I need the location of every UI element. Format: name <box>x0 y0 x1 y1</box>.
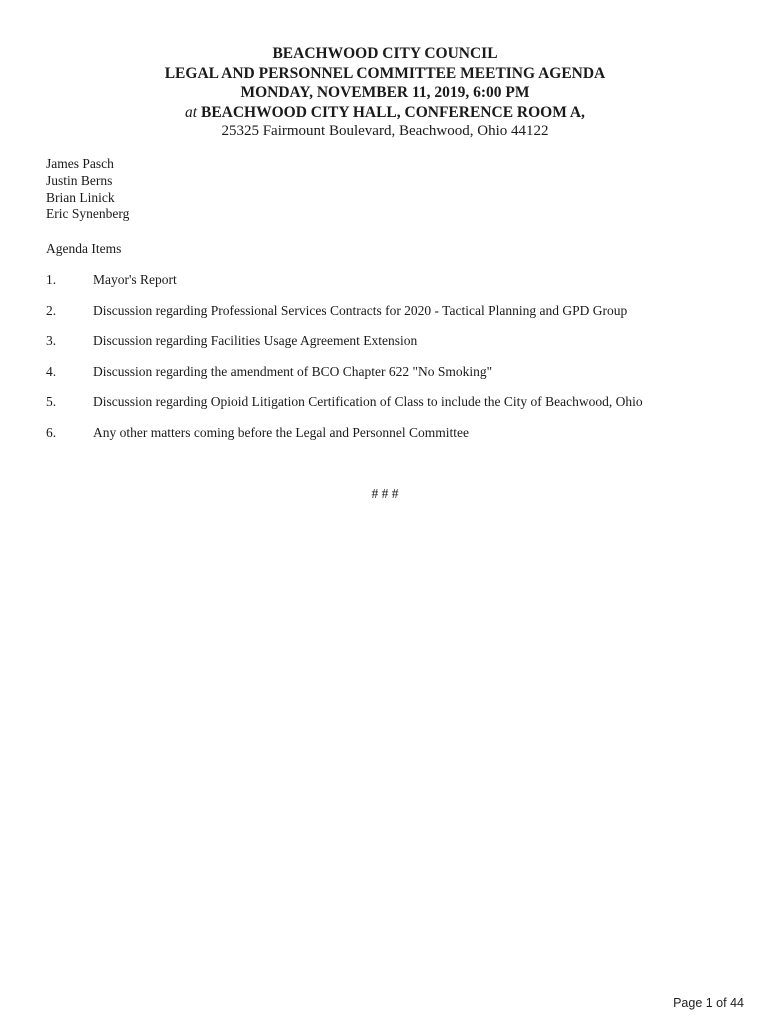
end-of-agenda-mark: # # # <box>371 486 399 501</box>
page-number: Page 1 of 44 <box>673 996 744 1010</box>
item-text: Any other matters coming before the Legal and Personnel Committee <box>93 424 470 440</box>
member-name: Justin Berns <box>46 172 113 188</box>
item-number: 5. <box>46 394 57 410</box>
agenda-list <box>46 272 746 456</box>
agenda-item <box>46 333 746 364</box>
meeting-location <box>0 103 770 123</box>
member-name: James Pasch <box>46 156 114 171</box>
agenda-item <box>46 394 746 425</box>
committee-members <box>46 156 129 223</box>
location-name: BEACHWOOD CITY HALL, CONFERENCE ROOM A, <box>200 103 585 121</box>
council-name: BEACHWOOD CITY COUNCIL <box>272 45 498 62</box>
agenda-item <box>46 425 746 456</box>
meeting-address: 25325 Fairmount Boulevard, Beachwood, Ohio 44122 <box>221 123 549 139</box>
agenda-item <box>46 272 746 303</box>
item-text: Discussion regarding Professional Services Contracts for 2020 - Tactical Planning and GPD Group <box>93 302 628 318</box>
agenda-item <box>46 303 746 334</box>
agenda-item <box>46 364 746 395</box>
item-number: 2. <box>46 302 57 318</box>
item-text: Discussion regarding Opioid Litigation Certification of Class to include the City of Beachwood, Ohio <box>93 394 643 410</box>
item-text: Discussion regarding the amendment of BCO Chapter 622 "No Smoking" <box>93 363 493 379</box>
member-name: Eric Synenberg <box>46 206 130 222</box>
item-text: Mayor's Report <box>93 272 177 287</box>
item-text: Discussion regarding Facilities Usage Agreement Extension <box>93 333 418 349</box>
item-number: 4. <box>46 363 57 379</box>
meeting-date: MONDAY, NOVEMBER 11, 2019, 6:00 PM <box>240 84 530 101</box>
location-prefix: at <box>185 103 198 121</box>
member-name: Brian Linick <box>46 189 115 205</box>
item-number: 1. <box>46 272 57 287</box>
item-number: 6. <box>46 424 57 440</box>
meeting-title: LEGAL AND PERSONNEL COMMITTEE MEETING AGENDA <box>164 64 606 82</box>
item-number: 3. <box>46 333 57 349</box>
agenda-items-heading: Agenda Items <box>46 241 122 256</box>
agenda-header <box>0 44 770 142</box>
